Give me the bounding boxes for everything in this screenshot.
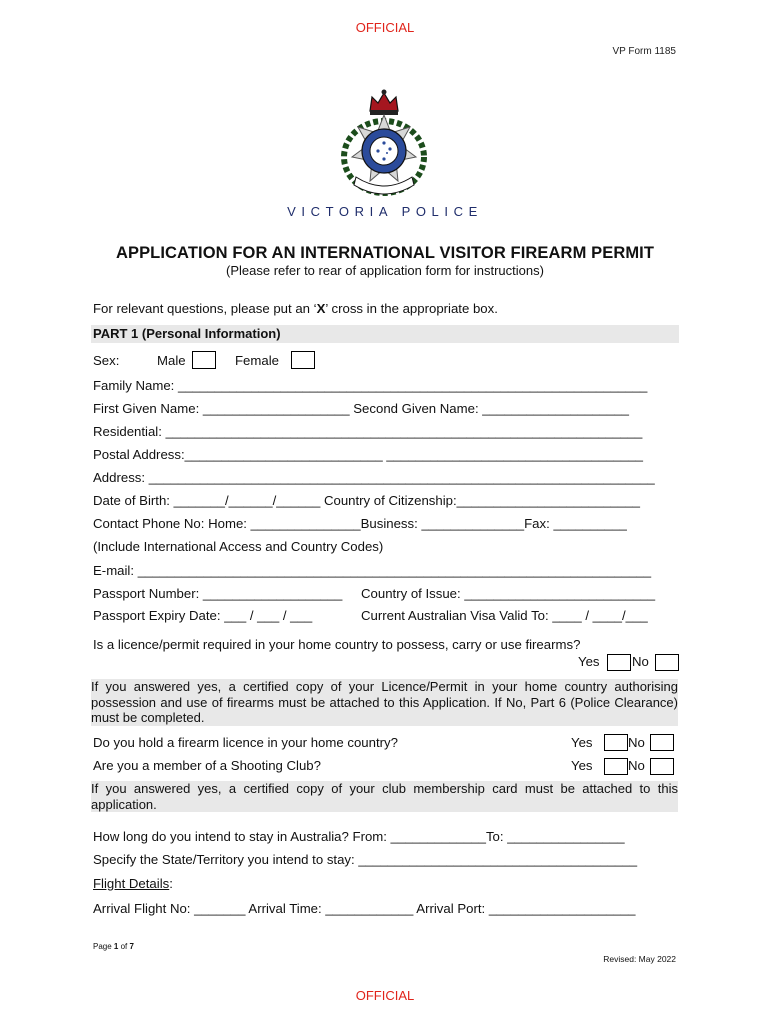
arrival-flight-field[interactable]: Arrival Flight No: _______ Arrival Time: ____________ Arrival Port: ____________________ — [93, 901, 636, 916]
passport-number-field[interactable]: Passport Number: ___________________ — [93, 586, 343, 601]
address-field[interactable]: Address: _____________________________________________________________________ — [93, 470, 655, 485]
classification-header: OFFICIAL — [355, 20, 415, 35]
hold-licence-yes-checkbox[interactable] — [604, 734, 628, 752]
hold-licence-no-checkbox[interactable] — [650, 734, 674, 752]
female-label: Female — [235, 353, 279, 368]
postal-address-field[interactable]: Postal Address:___________________________ ___________________________________ — [93, 447, 644, 462]
contact-phone-field[interactable]: Contact Phone No: Home: _______________Business: ______________Fax: __________ — [93, 516, 627, 531]
residential-field[interactable]: Residential: _________________________________________________________________ — [93, 424, 643, 439]
club-note: If you answered yes, a certified copy of your club membership card must be attached to this application. — [91, 781, 678, 812]
flight-details-heading: Flight Details: — [93, 876, 173, 891]
licence-yes-label: Yes — [578, 654, 600, 669]
stay-duration-field[interactable]: How long do you intend to stay in Australia? From: _____________To: ________________ — [93, 829, 625, 844]
form-number: VP Form 1185 — [612, 46, 676, 57]
hold-licence-question: Do you hold a firearm licence in your home country? — [93, 735, 398, 750]
instruction-text: For relevant questions, please put an ‘X’ cross in the appropriate box. — [93, 301, 498, 316]
club-yes-checkbox[interactable] — [604, 758, 628, 776]
licence-yes-checkbox[interactable] — [607, 654, 631, 672]
part1-heading-bar — [91, 325, 679, 343]
passport-expiry-field[interactable]: Passport Expiry Date: ___ / ___ / ___ — [93, 608, 313, 623]
dob-citizenship-field[interactable]: Date of Birth: _______/______/______ Country of Citizenship:_________________________ — [93, 493, 640, 508]
page-subtitle: (Please refer to rear of application form for instructions) — [226, 263, 544, 278]
female-checkbox[interactable] — [291, 351, 315, 369]
licence-note: If you answered yes, a certified copy of your Licence/Permit in your home country authorising possession and use of firearms must be attached to this Application. If No, Part 6 (Police Clearance) must be completed. — [91, 679, 678, 725]
family-name-field[interactable]: Family Name: ________________________________________________________________ — [93, 378, 648, 393]
club-no-checkbox[interactable] — [650, 758, 674, 776]
brand-name: VICTORIA POLICE — [287, 204, 483, 219]
hold-licence-yes-label: Yes — [571, 735, 593, 750]
licence-required-question: Is a licence/permit required in your home country to possess, carry or use firearms? — [93, 637, 581, 652]
page-title: APPLICATION FOR AN INTERNATIONAL VISITOR FIREARM PERMIT — [115, 244, 655, 262]
hold-licence-no-label: No — [628, 735, 645, 750]
given-names-field[interactable]: First Given Name: ____________________ Second Given Name: ____________________ — [93, 401, 629, 416]
revised-date: Revised: May 2022 — [603, 954, 676, 964]
licence-no-label: No — [632, 654, 649, 669]
licence-no-checkbox[interactable] — [655, 654, 679, 672]
state-territory-field[interactable]: Specify the State/Territory you intend to stay: ______________________________________ — [93, 852, 638, 867]
phone-note: (Include International Access and Country Codes) — [93, 539, 384, 554]
male-label: Male — [157, 353, 186, 368]
visa-valid-field[interactable]: Current Australian Visa Valid To: ____ / ____/___ — [361, 608, 648, 623]
part1-heading: PART 1 (Personal Information) — [93, 326, 281, 341]
club-no-label: No — [628, 758, 645, 773]
sex-label: Sex: — [93, 353, 120, 368]
victoria-police-crest-icon — [334, 85, 434, 200]
classification-footer: OFFICIAL — [355, 988, 415, 1003]
email-field[interactable]: E-mail: ______________________________________________________________________ — [93, 563, 652, 578]
country-of-issue-field[interactable]: Country of Issue: __________________________ — [361, 586, 656, 601]
page-number: Page 1 of 7 — [93, 942, 134, 951]
club-yes-label: Yes — [571, 758, 593, 773]
club-question: Are you a member of a Shooting Club? — [93, 758, 321, 773]
male-checkbox[interactable] — [192, 351, 216, 369]
